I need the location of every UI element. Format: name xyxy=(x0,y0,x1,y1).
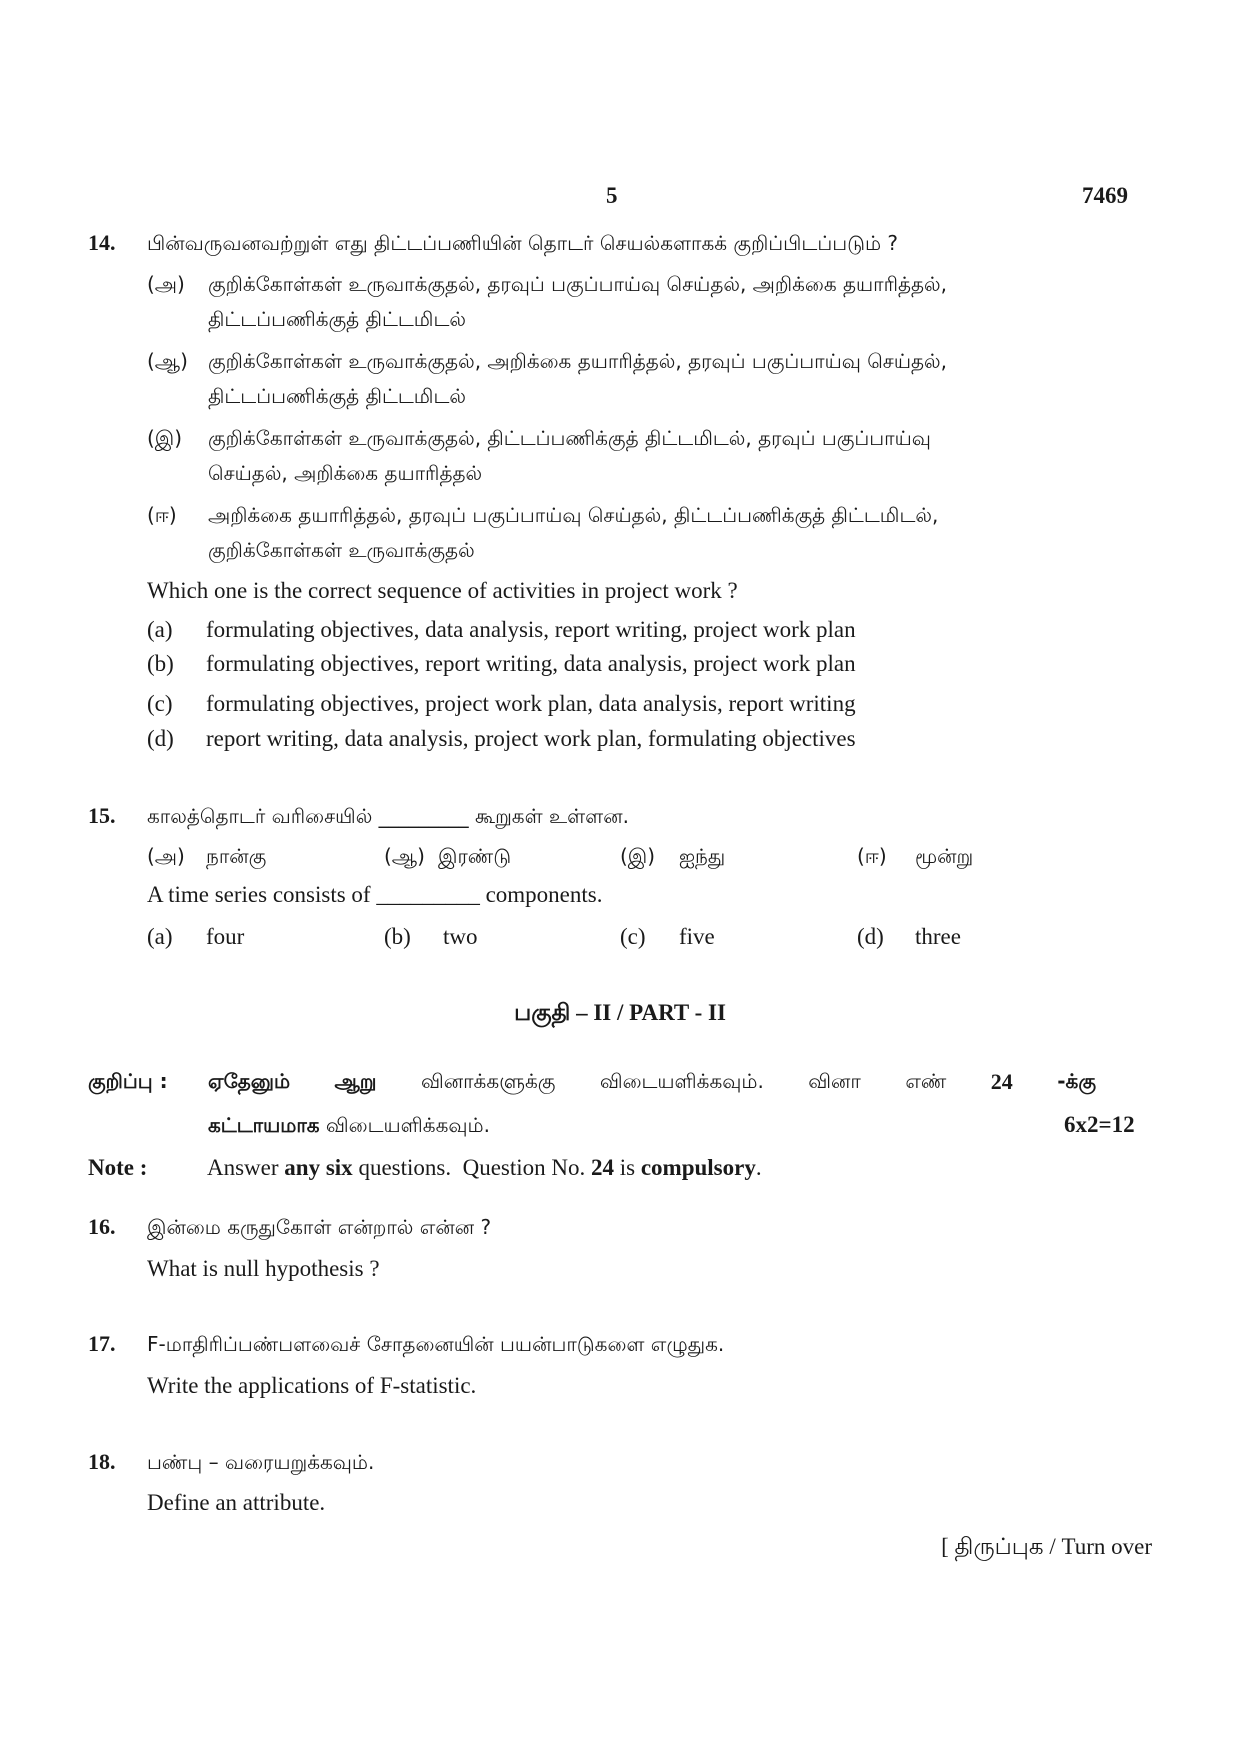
q15-option-ta-label: (அ) xyxy=(147,844,185,868)
q14-option-en-text: formulating objectives, data analysis, report writing, project work plan xyxy=(206,617,856,642)
q15-option-en-text: four xyxy=(206,924,245,949)
turn-over-note: [ திருப்புக / Turn over xyxy=(941,1534,1152,1559)
q15-option-en-label: (b) xyxy=(384,924,411,949)
note-word: வினா xyxy=(808,1069,861,1093)
q14-option-en-label: (b) xyxy=(147,651,174,676)
marks-scheme: 6x2=12 xyxy=(1064,1112,1135,1137)
q18-question-tamil: பண்பு – வரையறுக்கவும். xyxy=(147,1450,375,1474)
q14-question-english: Which one is the correct sequence of activities in project work ? xyxy=(147,578,738,603)
note-word: ஆறு xyxy=(334,1069,377,1093)
q15-option-ta-label: (ஆ) xyxy=(384,844,425,868)
q15-option-en-text: five xyxy=(679,924,715,949)
note-word: விடையளிக்கவும். xyxy=(599,1069,764,1093)
note-tamil-line1 xyxy=(208,1069,1096,1096)
part-heading: பகுதி – II / PART - II xyxy=(514,1000,726,1025)
note-english-label: Note : xyxy=(88,1155,148,1180)
q15-option-ta-label: (இ) xyxy=(620,844,656,868)
q15-option-ta-label: (ஈ) xyxy=(857,844,887,868)
note-en-segment: Answer xyxy=(207,1155,285,1180)
note-word: விடையளிக்கவும். xyxy=(325,1113,490,1137)
note-en-segment: questions. Question No. xyxy=(352,1155,591,1180)
page-number: 5 xyxy=(606,183,618,208)
q15-option-en-label: (a) xyxy=(147,924,173,949)
note-word: ஏதேனும் xyxy=(208,1069,291,1093)
note-en-emphasis: compulsory xyxy=(640,1155,756,1180)
q14-option-ta-label: (ஆ) xyxy=(147,349,188,373)
q14-option-en-text: report writing, data analysis, project work plan, formulating objectives xyxy=(206,726,856,751)
note-word: வினாக்களுக்கு xyxy=(420,1069,556,1093)
q15-option-ta-text: நான்கு xyxy=(206,844,267,868)
q14-option-en-label: (a) xyxy=(147,617,173,642)
q16-question-english: What is null hypothesis ? xyxy=(147,1256,380,1281)
q14-option-ta-line1: அறிக்கை தயாரித்தல், தரவுப் பகுப்பாய்வு செய்தல், திட்டப்பணிக்குத் திட்டமிடல், xyxy=(208,503,939,527)
q15-option-ta-text: இரண்டு xyxy=(438,844,512,868)
note-word: கட்டாயமாக xyxy=(208,1113,320,1137)
q14-option-en-text: formulating objectives, report writing, data analysis, project work plan xyxy=(206,651,856,676)
q14-option-ta-line1: குறிக்கோள்கள் உருவாக்குதல், அறிக்கை தயாரித்தல், தரவுப் பகுப்பாய்வு செய்தல், xyxy=(208,349,948,373)
q17-question-english: Write the applications of F-statistic. xyxy=(147,1373,477,1398)
q14-option-ta-label: (ஈ) xyxy=(147,503,177,527)
note-question-number: 24 xyxy=(990,1069,1013,1094)
note-word: -க்கு xyxy=(1057,1069,1096,1093)
question-number-14: 14. xyxy=(88,230,116,255)
q15-option-en-text: three xyxy=(915,924,961,949)
q17-question-tamil: F-மாதிரிப்பண்பளவைச் சோதனையின் பயன்பாடுகளை எழுதுக. xyxy=(147,1332,725,1356)
q14-option-ta-label: (அ) xyxy=(147,272,185,296)
q14-question-tamil: பின்வருவனவற்றுள் எது திட்டப்பணியின் தொடர் செயல்களாகக் குறிப்பிடப்படும் ? xyxy=(147,231,899,255)
note-word: எண் xyxy=(905,1069,947,1093)
q18-question-english: Define an attribute. xyxy=(147,1490,326,1515)
question-number-16: 16. xyxy=(88,1214,116,1239)
q14-option-en-text: formulating objectives, project work plan, data analysis, report writing xyxy=(206,691,856,716)
q14-option-ta-line2: திட்டப்பணிக்குத் திட்டமிடல் xyxy=(208,384,466,408)
q15-option-en-text: two xyxy=(443,924,478,949)
q14-option-en-label: (c) xyxy=(147,691,173,716)
q14-option-ta-line2: குறிக்கோள்கள் உருவாக்குதல் xyxy=(208,538,475,562)
q14-option-ta-line2: செய்தல், அறிக்கை தயாரித்தல் xyxy=(208,461,483,485)
q15-option-ta-text: மூன்று xyxy=(915,844,974,868)
q16-question-tamil: இன்மை கருதுகோள் என்றால் என்ன ? xyxy=(147,1215,492,1239)
note-en-emphasis: 24 xyxy=(591,1155,614,1180)
q15-option-ta-text: ஐந்து xyxy=(679,844,726,868)
q14-option-ta-label: (இ) xyxy=(147,426,183,450)
question-number-17: 17. xyxy=(88,1331,116,1356)
q14-option-ta-line2: திட்டப்பணிக்குத் திட்டமிடல் xyxy=(208,307,466,331)
q15-question-tamil: காலத்தொடர் வரிசையில் _________ கூறுகள் உள்ளன. xyxy=(147,804,629,828)
q15-option-en-label: (c) xyxy=(620,924,646,949)
note-tamil-line2 xyxy=(208,1113,490,1140)
q15-option-en-label: (d) xyxy=(857,924,884,949)
question-number-15: 15. xyxy=(88,803,116,828)
note-english-text xyxy=(207,1155,762,1181)
note-tamil-label: குறிப்பு : xyxy=(88,1069,168,1093)
note-en-segment: is xyxy=(614,1155,641,1180)
q14-option-ta-line1: குறிக்கோள்கள் உருவாக்குதல், திட்டப்பணிக்குத் திட்டமிடல், தரவுப் பகுப்பாய்வு xyxy=(208,426,931,450)
note-en-emphasis: any six xyxy=(284,1155,353,1180)
exam-code: 7469 xyxy=(1082,183,1128,208)
question-number-18: 18. xyxy=(88,1449,116,1474)
q14-option-ta-line1: குறிக்கோள்கள் உருவாக்குதல், தரவுப் பகுப்பாய்வு செய்தல், அறிக்கை தயாரித்தல், xyxy=(208,272,948,296)
q14-option-en-label: (d) xyxy=(147,726,174,751)
q15-question-english: A time series consists of _________ components. xyxy=(147,882,603,907)
note-en-segment: . xyxy=(755,1155,762,1180)
